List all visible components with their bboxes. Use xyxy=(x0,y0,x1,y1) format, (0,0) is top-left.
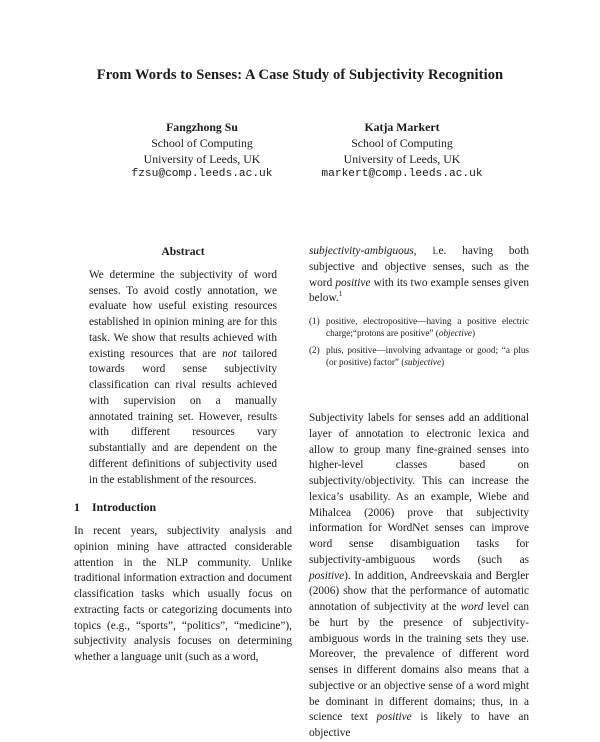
author-university: University of Leeds, UK xyxy=(343,151,461,166)
abstract-text: We determine the subjectivity of word senses. To avoid costly annotation, we evaluate how useful existing resources established in opinion mining are for this task. We show that results achieved with existing resources that are not tailored towards word sense subjectivity classification can rival results achieved with supervision on a manually annotated training set. However, results with different resources vary substantially and are dependent on the different definitions of subjectivity used in the establishment of the resources. xyxy=(89,268,277,486)
author-department: School of Computing xyxy=(151,135,253,150)
right-top-paragraph: subjectivity-ambiguous, i.e. having both subjective and objective senses, such as the word positive with its two example senses given below.$^1$ xyxy=(309,245,529,305)
footnote-mark: 1 xyxy=(338,289,343,299)
example-list xyxy=(309,315,529,368)
paper-title: From Words to Senses: A Case Study of Subjectivity Recognition xyxy=(96,67,504,83)
example-item: (1) positive, electropositive—having a positive electric charge;“protons are positive” (objective) xyxy=(309,316,529,338)
right-column xyxy=(309,244,529,742)
author-email: fzsu@comp.leeds.ac.uk xyxy=(131,168,273,181)
author-email: markert@comp.leeds.ac.uk xyxy=(321,168,483,181)
example-item: (2) plus, positive—involving advantage or good; “a plus (or positive) factor” (subjective) xyxy=(309,345,529,367)
author-department: School of Computing xyxy=(351,135,453,150)
author-university: University of Leeds, UK xyxy=(143,151,261,166)
author-name: Katja Markert xyxy=(364,120,440,134)
left-column xyxy=(74,244,292,666)
section-heading: 1 Introduction xyxy=(74,500,157,515)
author-name: Fangzhong Su xyxy=(166,120,238,134)
right-paragraph: Subjectivity labels for senses add an additional layer of annotation to electronic lexica and allow to group many fine-grained senses into higher-level classes based on subjectivity/objectivity. This can increase the lexica’s usability. As an example, Wiebe and Mihalcea (2006) prove that subjectivity information for WordNet senses can improve word sense disambiguation tasks for subjectivity-ambiguous words (such as positive). In addition, Andreevskaia and Bergler (2006) show that the performance of automatic annotation of subjectivity at the word level can be hurt by the presence of subjectivity-ambiguous words in the training sets they use. Moreover, the prevalence of different word senses in different domains also means that a subjective or an objective sense of a word might be dominant in different domains; thus, in a science text positive is likely to have an objective xyxy=(309,412,529,739)
author-block-2 xyxy=(282,120,522,183)
intro-paragraph: In recent years, subjectivity analysis and opinion mining have attracted considerable attention in the NLP community. Unlike traditional information extraction and document classification tasks which usually focus on extracting facts or categorizing documents into topics (e.g., “sports”, “politics”, “medicine”), subjectivity analysis focuses on determining whether a language unit (such as a word, xyxy=(74,525,292,663)
abstract-heading: Abstract xyxy=(161,245,205,258)
